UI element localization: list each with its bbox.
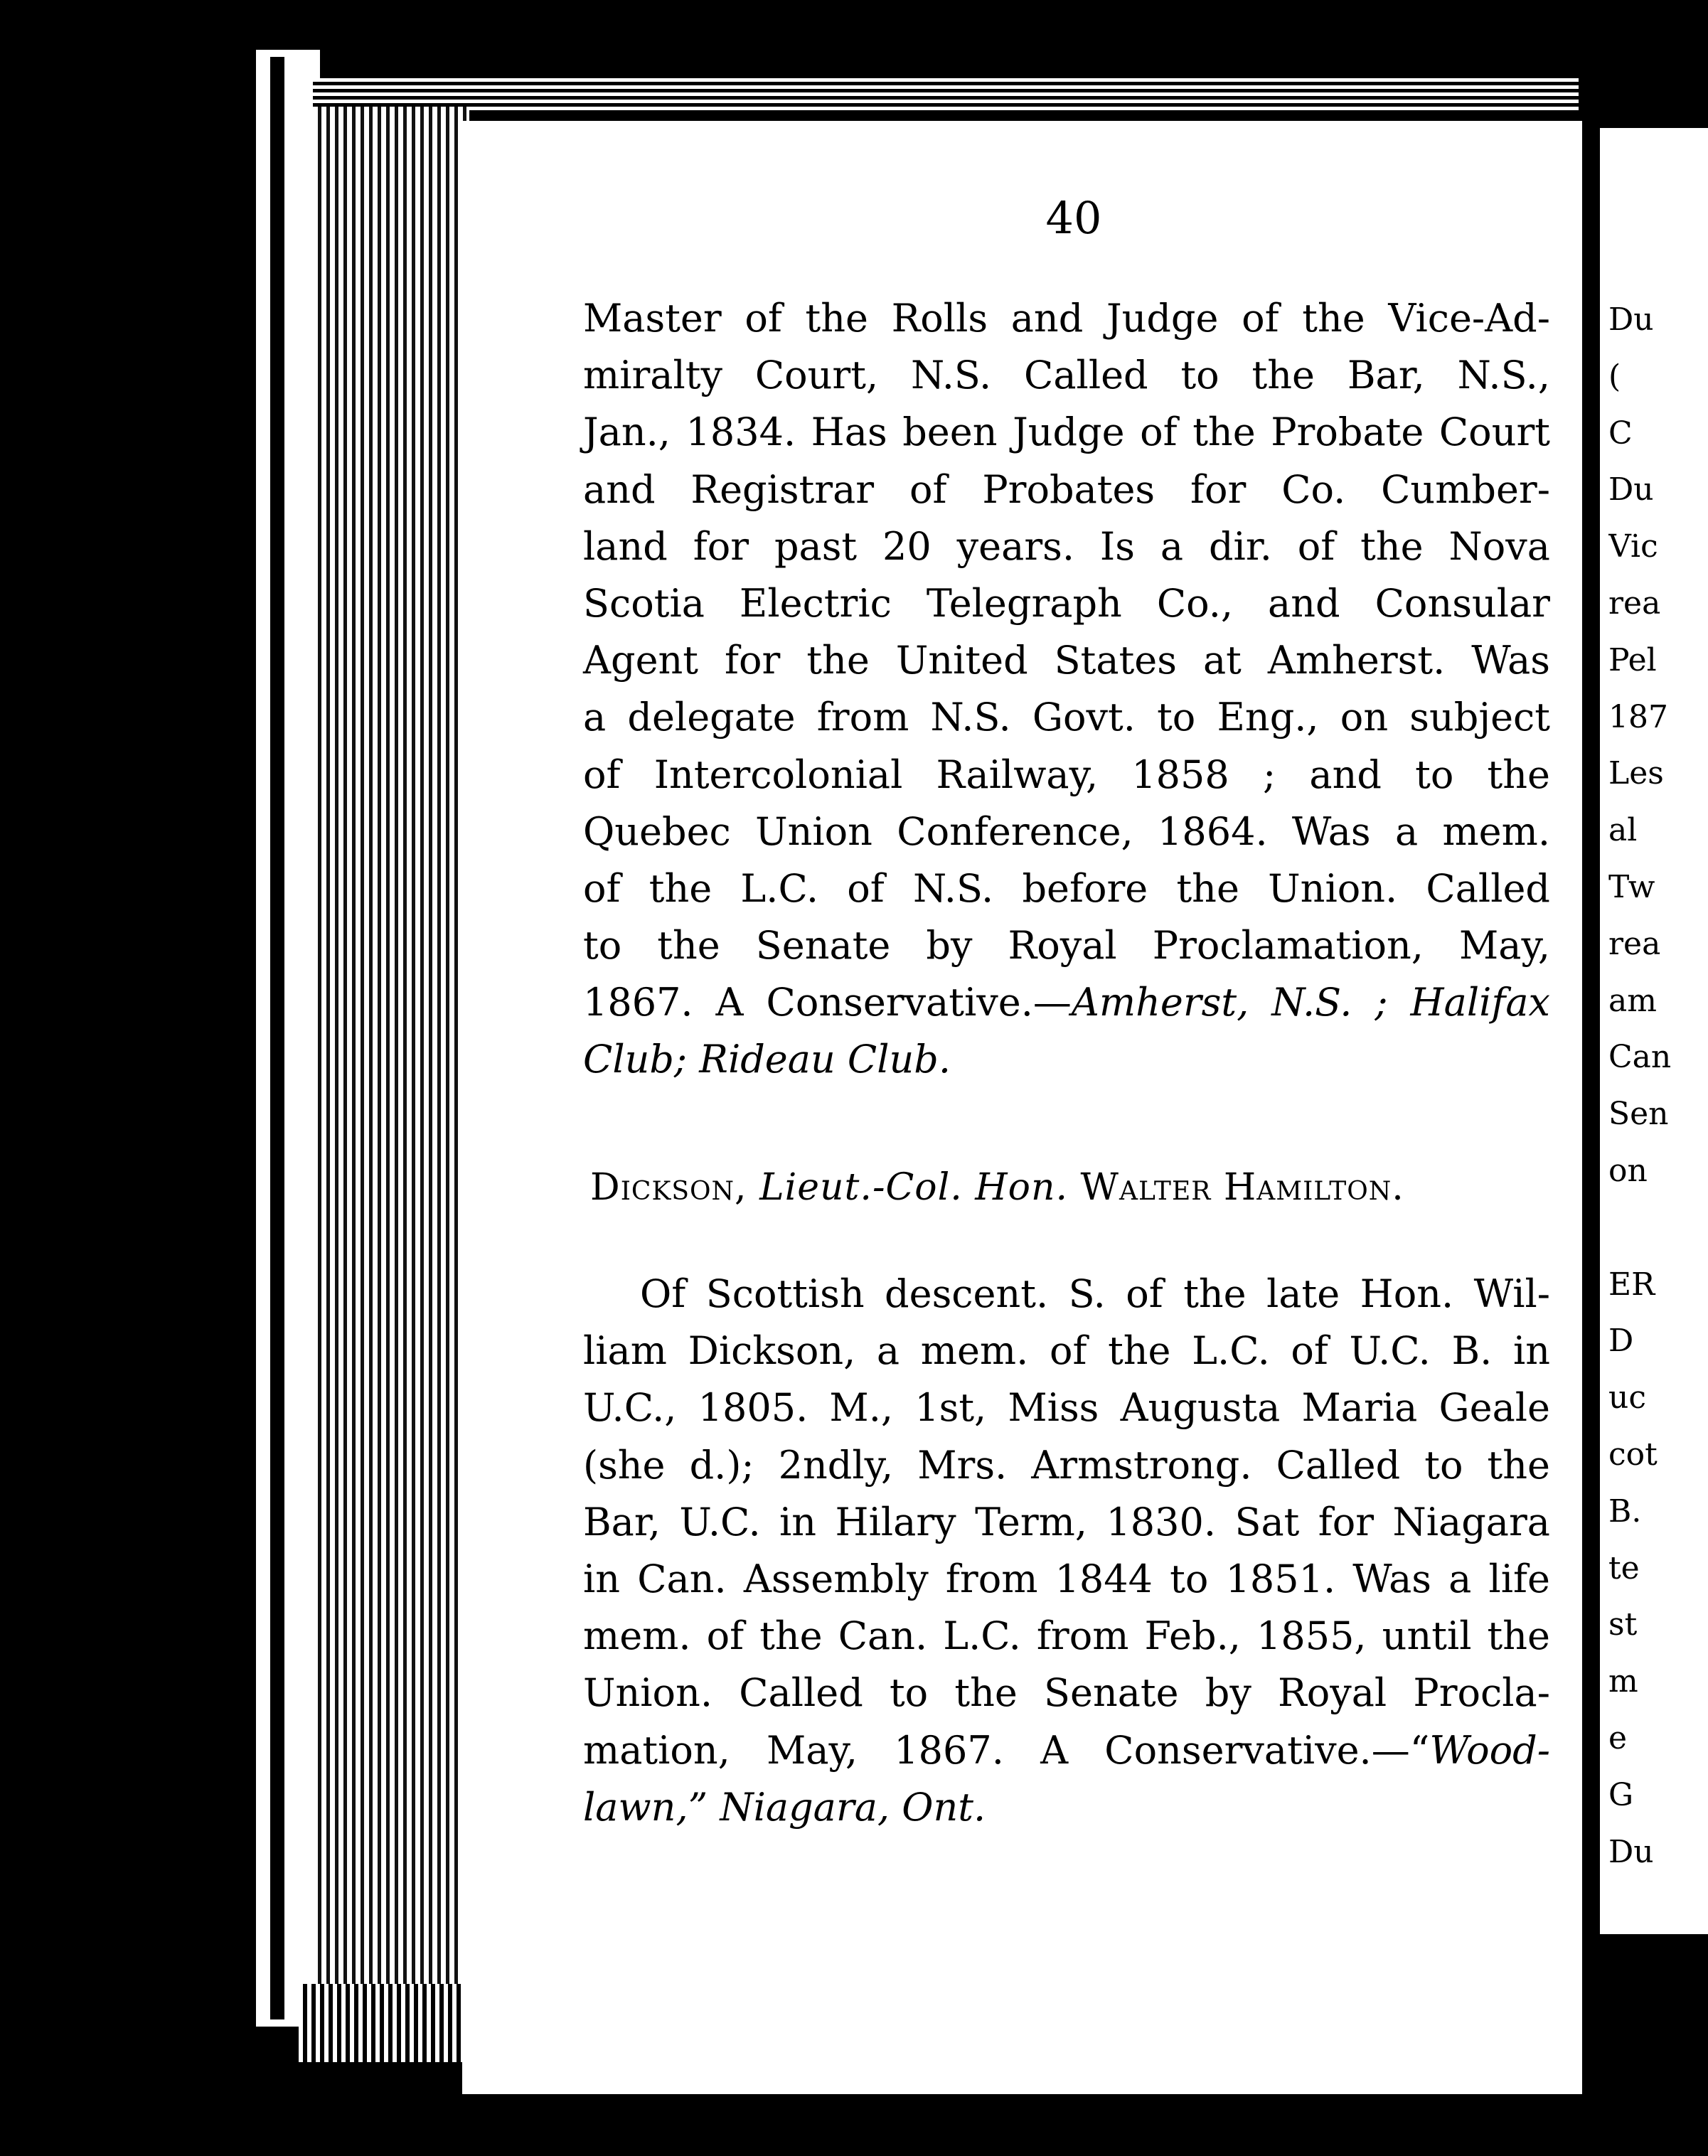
facing-fragment: Can: [1608, 1039, 1672, 1076]
facing-fragment: on: [1608, 1152, 1648, 1189]
book-cover-edge: [256, 50, 320, 2027]
facing-fragment: C: [1608, 415, 1633, 452]
facing-fragment: Du: [1608, 1833, 1654, 1870]
residence-italic: Amherst, N.S. ; Halifax: [1071, 980, 1550, 1025]
facing-fragment: ER: [1608, 1266, 1655, 1303]
text-line: miralty Court, N.S. Called to the Bar, N.S.,: [583, 353, 1550, 398]
facing-fragment: te: [1608, 1549, 1640, 1586]
facing-fragment: m: [1608, 1663, 1638, 1700]
facing-fragment: rea: [1608, 585, 1661, 621]
facing-fragment: st: [1608, 1606, 1638, 1643]
text-line: (she d.); 2ndly, Mrs. Armstrong. Called to the: [583, 1442, 1550, 1488]
facing-fragment: rea: [1608, 925, 1661, 962]
page-leaves-top: [313, 78, 1579, 114]
facing-fragment: D: [1608, 1323, 1634, 1360]
text-line: Agent for the United States at Amherst. Was: [583, 638, 1550, 683]
facing-fragment: Sen: [1608, 1096, 1669, 1133]
residence-italic-line: lawn,” Niagara, Ont.: [583, 1784, 986, 1830]
facing-fragment: Pel: [1608, 641, 1657, 678]
text-line: land for past 20 years. Is a dir. of the Nova: [583, 523, 1550, 569]
facing-fragment: al: [1608, 812, 1638, 849]
facing-fragment: 187: [1608, 698, 1668, 735]
text-plain: 1867. A Conservative.—: [583, 980, 1072, 1025]
page-number: 40: [1045, 192, 1102, 244]
heading-surname: Dickson,: [590, 1166, 747, 1209]
facing-fragment: uc: [1608, 1379, 1646, 1416]
dickson-entry-text: [583, 1266, 1550, 1836]
facing-page-text: [1608, 292, 1708, 1880]
page-leaves-bottom: [299, 1984, 462, 2062]
facing-fragment: Tw: [1608, 868, 1655, 905]
text-line: Quebec Union Conference, 1864. Was a mem.: [583, 808, 1550, 854]
text-line: in Can. Assembly from 1844 to 1851. Was a life: [583, 1556, 1550, 1601]
text-line: Jan., 1834. Has been Judge of the Probate Court: [583, 410, 1550, 455]
entry-heading: [590, 1166, 1550, 1209]
text-line: Scotia Electric Telegraph Co., and Consular: [583, 580, 1550, 626]
book-cover-shadow: [270, 57, 284, 2019]
facing-fragment: Du: [1608, 301, 1654, 338]
previous-entry-text: [583, 290, 1550, 1089]
residence-italic: Wood-: [1429, 1727, 1550, 1773]
text-line: of the L.C. of N.S. before the Union. Called: [583, 865, 1550, 911]
facing-fragment: (: [1608, 358, 1621, 395]
text-line: and Registrar of Probates for Co. Cumber-: [583, 466, 1550, 512]
text-line: liam Dickson, a mem. of the L.C. of U.C. B. in: [583, 1328, 1550, 1374]
text-line-mixed: [583, 974, 1550, 1031]
facing-fragment: e: [1608, 1719, 1628, 1756]
heading-title: Lieut.-Col. Hon.: [759, 1166, 1068, 1209]
text-line: Of Scottish descent. S. of the late Hon. Wil-: [640, 1271, 1550, 1316]
heading-given-names: Walter Hamilton.: [1080, 1166, 1404, 1209]
facing-fragment: [1608, 1200, 1708, 1256]
text-line: mem. of the Can. L.C. from Feb., 1855, until the: [583, 1613, 1550, 1659]
text-line: Bar, U.C. in Hilary Term, 1830. Sat for Niagara: [583, 1499, 1550, 1544]
text-line: of Intercolonial Railway, 1858 ; and to the: [583, 752, 1550, 797]
text-line: a delegate from N.S. Govt. to Eng., on subject: [583, 695, 1550, 740]
text-line: Union. Called to the Senate by Royal Procla-: [583, 1670, 1550, 1716]
facing-fragment: Du: [1608, 471, 1654, 508]
facing-fragment: Les: [1608, 755, 1664, 792]
page-leaves-left: [313, 107, 469, 1984]
text-plain: mation, May, 1867. A Conservative.—“: [583, 1727, 1430, 1773]
text-line: U.C., 1805. M., 1st, Miss Augusta Maria Geale: [583, 1385, 1550, 1431]
text-line: to the Senate by Royal Proclamation, May,: [583, 923, 1550, 968]
facing-fragment: am: [1608, 982, 1657, 1019]
residence-italic-line: Club; Rideau Club.: [583, 1037, 951, 1082]
facing-fragment: G: [1608, 1776, 1634, 1813]
text-line: Master of the Rolls and Judge of the Vice-Ad-: [583, 296, 1550, 341]
text-line-mixed: [583, 1722, 1550, 1779]
facing-fragment: cot: [1608, 1436, 1658, 1473]
facing-fragment: Vic: [1608, 528, 1658, 565]
facing-fragment: B.: [1608, 1493, 1642, 1530]
